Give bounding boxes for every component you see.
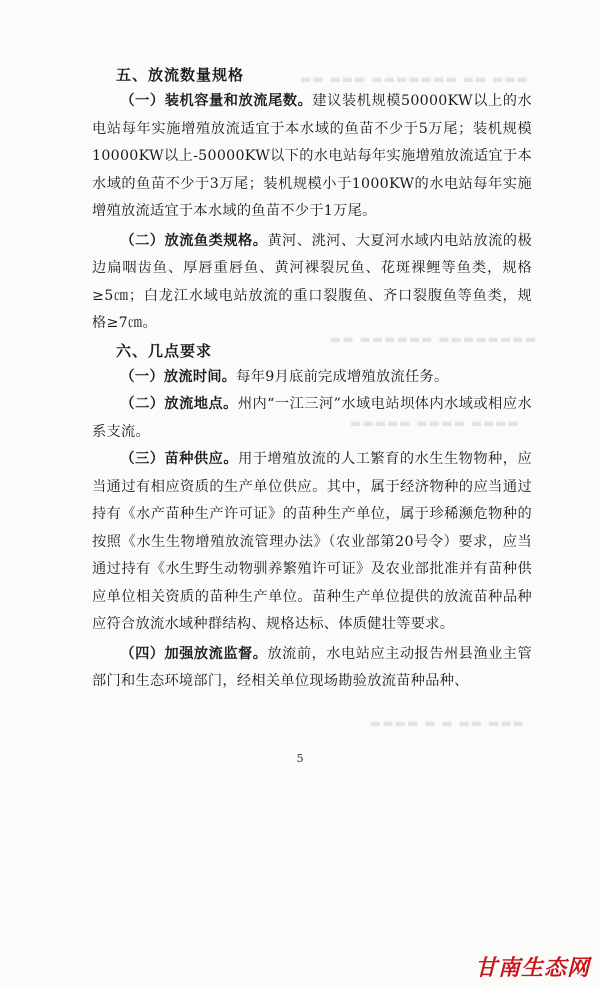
paragraph-release-time: [92, 364, 532, 392]
bleed-through-text: ▬▬ ▬▬▬ ▬▬▬▬▬▬▬ ▬▬ ▬▬▬: [300, 72, 530, 86]
paragraph-text: 建议装机规模50000KW以上的水电站每年实施增殖放流适宜于本水域的鱼苗不少于5万尾；装机规模10000KW以上-50000KW以下的水电站每年实施增殖放流适宜于本水域的鱼苗不少于3万尾；装机规模小于1000KW的水电站每年实施增殖放流适宜于本水域的鱼苗不少于1万尾。: [92, 93, 532, 219]
bleed-through-text: ▬▬▬▬▬ ▬▬▬▬ ▬▬▬▬: [350, 416, 521, 430]
paragraph-fry-supply: [92, 446, 532, 639]
paragraph-release-location: [92, 391, 532, 446]
paragraph-supervision: [92, 641, 532, 696]
paragraph-text: 放流前，水电站应主动报告州县渔业主管部门和生态环境部门，经相关单位现场勘验放流苗种品种、: [92, 645, 532, 689]
paragraph-text: 每年9月底前完成增殖放流任务。: [236, 368, 449, 385]
paragraph-label: （二）放流鱼类规格。: [120, 232, 268, 249]
section-6-heading: 六、几点要求: [116, 341, 213, 360]
section-5-heading: 五、放流数量规格: [116, 66, 245, 84]
paragraph-label: （三）苗种供应。: [120, 451, 239, 467]
paragraph-label: （一）放流时间。: [120, 368, 237, 385]
paragraph-label: （一）装机容量和放流尾数。: [120, 93, 313, 109]
paragraph-label: （四）加强放流监督。: [120, 645, 268, 662]
bleed-through-text: ▬▬▬▬ ▬ ▬ ▬▬ ▬▬▬: [370, 716, 525, 730]
paragraph-label: （二）放流地点。: [120, 396, 238, 412]
bleed-through-text: ▬▬ ▬▬▬▬▬▬ ▬▬▬▬▬▬▬▬: [330, 332, 538, 346]
paragraph-text: 州内“一江三河”水域电站坝体内水域或相应水系支流。: [92, 396, 533, 440]
paragraph-installed-capacity: [92, 88, 532, 226]
paragraph-text: 黄河、洮河、大夏河水域内电站放流的极边扁咽齿鱼、厚唇重唇鱼、黄河裸裂尻鱼、花斑裸鲤等鱼类，规格≥5㎝；白龙江水域电站放流的重口裂腹鱼、齐口裂腹鱼等鱼类，规格≥7㎝。: [92, 232, 532, 331]
page-number: 5: [296, 752, 304, 765]
site-watermark-logo: 甘南生态网: [474, 955, 590, 981]
paragraph-fish-spec: [92, 228, 532, 338]
paragraph-text: 用于增殖放流的人工繁育的水生生物物种，应当通过有相应资质的生产单位供应。其中，属于经济物种的应当通过持有《水产苗种生产许可证》的苗种生产单位，属于珍稀濒危物种的按照《水生生物增殖放流管理办法》（农业部第20号令）要求，应当通过持有《水生野生动物驯养繁殖许可证》及农业部批准并有苗种供应单位相关资质的苗种生产单位。苗种生产单位提供的放流苗种品种应符合放流水域种群结构、规格达标、体质健壮等要求。: [92, 451, 532, 632]
document-body: [92, 62, 532, 696]
